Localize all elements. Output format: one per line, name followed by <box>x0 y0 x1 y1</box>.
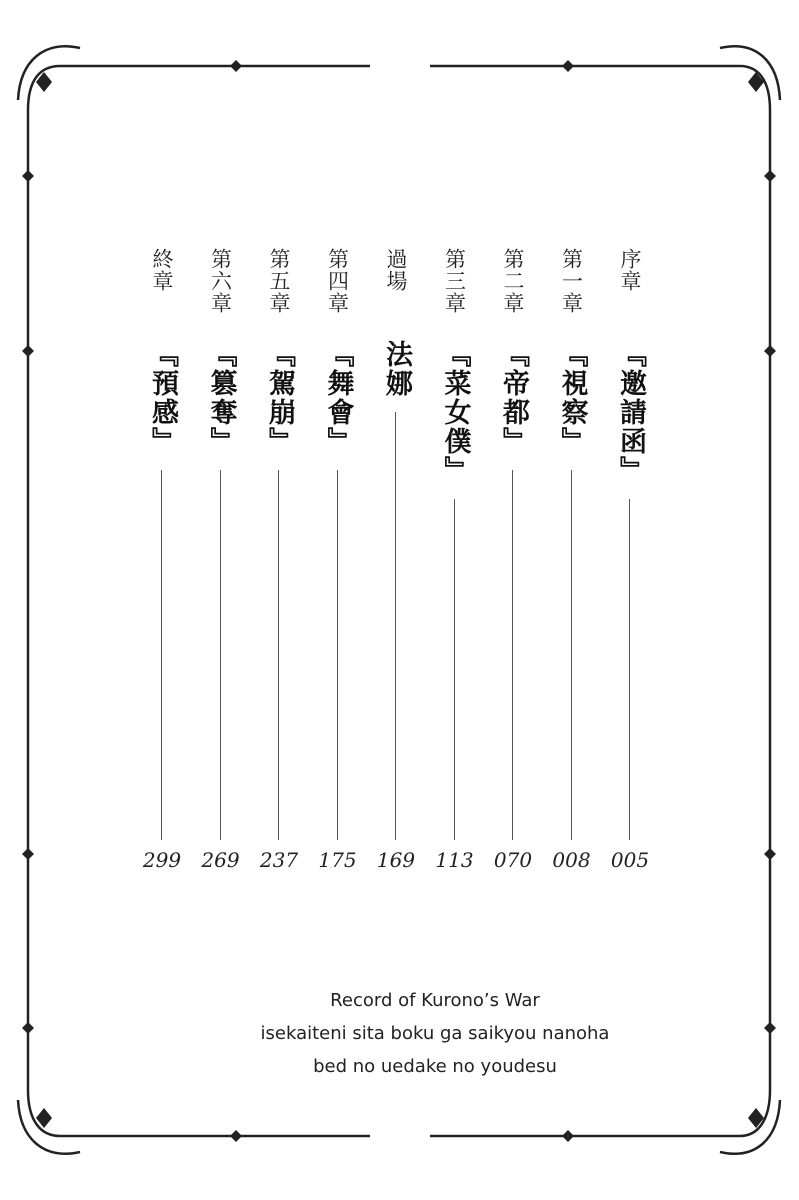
toc-entry[interactable] <box>608 248 652 888</box>
leader-line <box>278 470 279 840</box>
colophon-line-3: bed no uedake no youdesu <box>313 1056 557 1077</box>
page-number: 175 <box>318 848 357 872</box>
leader-line <box>512 470 513 840</box>
chapter-label: 第一章 <box>559 248 584 314</box>
leader-line <box>571 470 572 840</box>
leader-line <box>220 470 221 840</box>
chapter-label: 第六章 <box>208 248 233 314</box>
leader-line <box>161 470 162 840</box>
chapter-title: 『舞會』 <box>322 340 354 456</box>
page-number: 008 <box>552 848 591 872</box>
chapter-title: 『篡奪』 <box>205 340 237 456</box>
toc-entry[interactable] <box>433 248 477 888</box>
toc-entry[interactable] <box>491 248 535 888</box>
leader-line <box>629 499 630 840</box>
chapter-label: 終章 <box>150 248 174 292</box>
chapter-title: 『菜女僕』 <box>439 340 471 485</box>
toc-entry[interactable] <box>140 248 184 888</box>
toc-entry[interactable] <box>550 248 594 888</box>
page-number: 005 <box>610 848 650 872</box>
page-number: 169 <box>376 848 416 872</box>
chapter-title: 『預感』 <box>147 340 178 456</box>
chapter-label: 序章 <box>618 248 642 292</box>
chapter-title: 『視察』 <box>556 340 588 456</box>
toc-entry[interactable] <box>316 248 360 888</box>
chapter-label: 第三章 <box>442 248 467 314</box>
chapter-label: 第五章 <box>267 248 291 314</box>
page-number: 237 <box>259 848 299 872</box>
chapter-label: 第二章 <box>501 248 525 314</box>
chapter-label: 過場 <box>384 248 408 292</box>
colophon-line-1: Record of Kurono’s War <box>330 990 540 1011</box>
page-number: 070 <box>493 848 533 872</box>
colophon-line-2: isekaiteni sita boku ga saikyou nanoha <box>260 1023 610 1044</box>
leader-line <box>395 412 396 840</box>
leader-line <box>454 499 455 840</box>
toc-entry[interactable] <box>374 248 418 888</box>
page-number: 113 <box>435 848 474 872</box>
page-number: 269 <box>201 848 240 872</box>
chapter-title: 法娜 <box>381 340 412 398</box>
chapter-title: 『帝都』 <box>498 340 529 456</box>
chapter-label: 第四章 <box>325 248 350 314</box>
chapter-title: 『邀請函』 <box>615 340 646 485</box>
toc-entry[interactable] <box>257 248 301 888</box>
page-number: 299 <box>142 848 182 872</box>
colophon <box>240 984 630 1083</box>
leader-line <box>337 470 338 840</box>
toc-entry[interactable] <box>199 248 243 888</box>
chapter-title: 『駕崩』 <box>264 340 295 456</box>
